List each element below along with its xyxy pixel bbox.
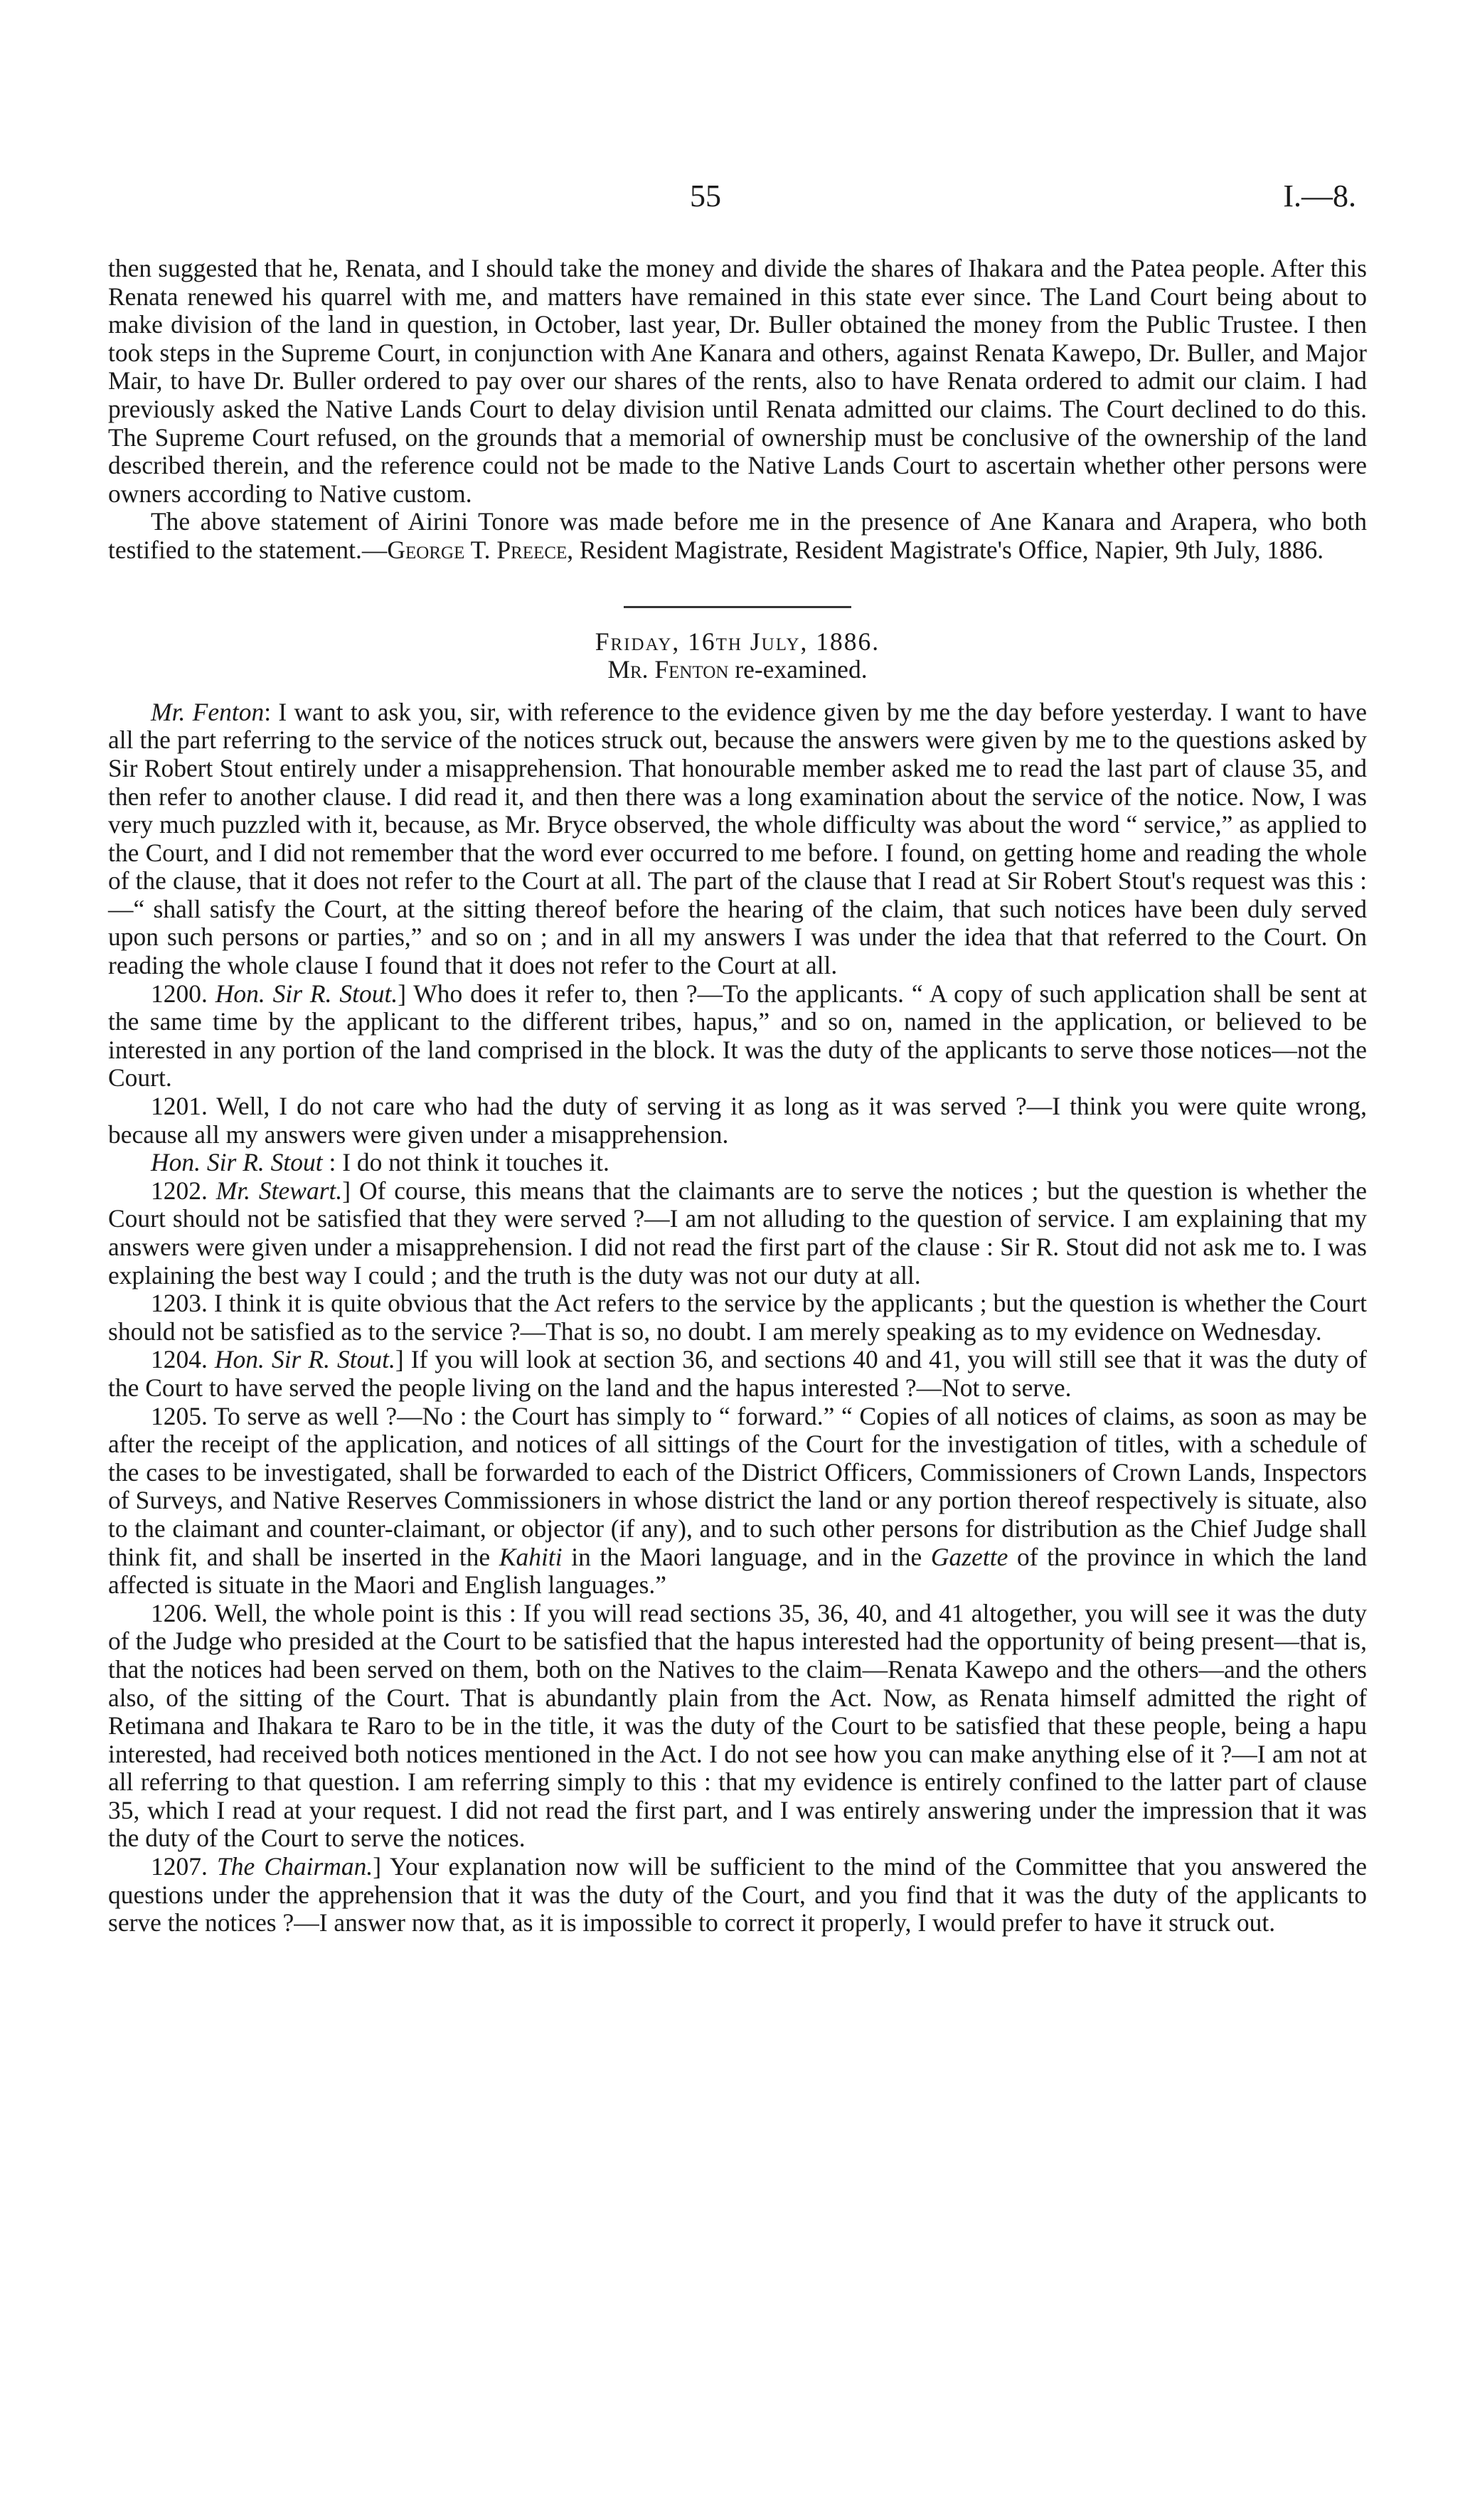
paragraph-text: Well, I do not care who had the duty of serving it as long as it was served ?—I think you were quite wrong, because all my answers were given under a misapprehension.: [108, 1092, 1367, 1149]
speaker-separator: ]: [398, 979, 414, 1008]
document-body: [108, 255, 1367, 1937]
interjection-paragraph: [108, 1149, 1367, 1177]
speaker-name: Mr. Stewart.: [215, 1176, 343, 1205]
speaker-name: Hon. Sir R. Stout.: [215, 979, 398, 1008]
question-1200: [108, 980, 1367, 1092]
speaker-name: Hon. Sir R. Stout: [151, 1148, 323, 1177]
section-gap: [108, 565, 1367, 606]
speaker-separator: ]: [395, 1345, 411, 1374]
paragraph-text: To serve as well ?—No : the Court has simply to “ forward.” “ Copies of all notices of claims, as soon as may be after the receipt of the application, and notices of all sittings of the Court for the investigation of titles, with a schedule of the cases to be investigated, shall be forwarded to each of the District Officers, Commissioners of Crown Lands, Inspectors of Surveys, and Native Reserves Commissioners in whose district the land or any portion thereof respectively is situate, also to the claimant and counter-claimant, or objector (if any), and to such other persons for distribution as the Chief Judge shall think fit, and shall be inserted in the: [108, 1401, 1367, 1571]
statement-signer: George T. Preece: [387, 535, 568, 564]
speaker-name: Hon. Sir R. Stout.: [214, 1345, 395, 1374]
page-header: [0, 178, 1470, 220]
question-number: 1200.: [151, 979, 215, 1008]
question-number: 1201.: [151, 1092, 217, 1121]
question-1205: [108, 1403, 1367, 1600]
paragraph-text: Your explanation now will be sufficient to the mind of the Committee that you answered the questions under the apprehension that it was the duty of the Court, and you find that it was the duty of the applicants to serve the notices ?—I answer now that, as it is impossible to correct it properly, I would prefer to have it struck out.: [108, 1852, 1367, 1937]
paragraph-text: I want to ask you, sir, with reference to the evidence given by me the day before yesterday. I want to have all the part referring to the service of the notices struck out, because the answers were given by me to the questions asked by Sir Robert Stout entirely under a misapprehension. That honourable member asked me to read the last part of clause 35, and then refer to another clause. I did read it, and then there was a long examination about the service of the notice. Now, I was very much puzzled with it, because, as Mr. Bryce observed, the whole difficulty was about the word “ service,” as applied to the Court, and I did not remember that the word ever occurred to me before. I found, on getting home and reading the whole of the clause, that it does not refer to the Court at all. The part of the clause that I read at Sir Robert Stout's request was this :—“ shall satisfy the Court, at the sitting thereof before the hearing of the claim, that such notices have been duly served upon such persons or parties,” and so on ; and in all my answers I was under the idea that that referred to the Court. On reading the whole clause I found that it does not refer to the Court at all.: [108, 697, 1367, 980]
statement-paragraph: [108, 508, 1367, 564]
question-number: 1203.: [151, 1289, 214, 1318]
statement-rest: , Resident Magistrate, Resident Magistrate's Office, Napier, 9th July, 1886.: [567, 535, 1324, 564]
question-1201: [108, 1092, 1367, 1149]
paragraph-text-end: of the province in which the land affected is situate in the Maori and English languages.”: [108, 1542, 1367, 1600]
question-number: 1206.: [151, 1598, 215, 1627]
gazette-italic: Gazette: [930, 1542, 1008, 1571]
page-number: 55: [690, 179, 721, 213]
speaker-separator: ]: [373, 1852, 390, 1881]
speaker-separator: ]: [342, 1176, 359, 1205]
speaker-name: The Chairman.: [217, 1852, 373, 1881]
question-1204: [108, 1346, 1367, 1402]
question-number: 1202.: [151, 1176, 216, 1205]
speaker-name: Mr. Fenton: [151, 697, 265, 726]
paragraph-text: Well, the whole point is this : If you will read sections 35, 36, 40, and 41 altogether, you will see it was the duty of the Judge who presided at the Court to be satisfied that the hapus interested had the opportunity of being present—that is, that the notices had been served on them, both on the Natives to the claim—Renata Kawepo and the others—and the others also, of the sitting of the Court. That is abundantly plain from the Act. Now, as Renata himself admitted the right of Retimana and Ihakara te Raro to be in the title, it was the duty of the Court to be satisfied that these people, being a hapu interested, had received both notices mentioned in the Act. I do not see how you can make anything else of it ?—I am not at all referring to that question. I am referring simply to this : that my evidence is entirely confined to the latter part of clause 35, which I read at your request. I did not read the first part, and I was entirely answering under the impression that it was the duty of the Court to serve the notices.: [108, 1598, 1367, 1853]
kahiti-italic: Kahiti: [499, 1542, 563, 1571]
question-number: 1204.: [151, 1345, 215, 1374]
paragraph-text: Who does it refer to, then ?—To the applicants. “ A copy of such application shall be sent at the same time by the applicant to the different tribes, hapus,” and so on, named in the application, or believed to be interested in any portion of the land comprised in the block. It was the duty of the applicants to serve those notices—not the Court.: [108, 979, 1368, 1092]
question-1202: [108, 1177, 1367, 1290]
speaker-separator: :: [322, 1148, 343, 1177]
question-1206: [108, 1600, 1367, 1853]
section-divider: [624, 606, 851, 608]
session-date: Friday, 16th July, 1886.: [595, 627, 880, 656]
witness-name: Mr. Fenton: [607, 655, 729, 684]
question-number: 1205.: [151, 1401, 214, 1430]
paragraph-text: Of course, this means that the claimants are to serve the notices ; but the question is whether the Court should not be satisfied that they were served ?—I am not alluding to the question of service. I am explaining that my answers were given under a misapprehension. I did not read the first part of the clause : Sir R. Stout did not ask me to. I was explaining the best way I could ; and the truth is the duty was not our duty at all.: [108, 1176, 1368, 1290]
document-reference-code: I.—8.: [1283, 179, 1356, 213]
witness-heading: [108, 656, 1367, 684]
statement-text: The above statement of Airini Tonore was made before me in the presence of Ane Kanara and Arapera, who both testified to the statement.—: [108, 507, 1367, 564]
speaker-separator: :: [264, 697, 279, 726]
question-1207: [108, 1853, 1367, 1937]
paragraph-text: I do not think it touches it.: [342, 1148, 609, 1177]
paragraph-text-continued: in the Maori language, and in the: [562, 1542, 931, 1571]
continuation-paragraph: then suggested that he, Renata, and I should take the money and divide the shares of Ihakara and the Patea people. After this Renata renewed his quarrel with me, and matters have remained in this state ever since. The Land Court being about to make division of the land in question, in October, last year, Dr. Buller obtained the money from the Public Trustee. I then took steps in the Supreme Court, in conjunction with Ane Kanara and others, against Renata Kawepo, Dr. Buller, and Major Mair, to have Dr. Buller ordered to pay over our shares of the rents, also to have Renata ordered to admit our claim. I had previously asked the Native Lands Court to delay division until Renata admitted our claims. The Court declined to do this. The Supreme Court refused, on the grounds that a memorial of ownership must be conclusive of the ownership of the land described therein, and the reference could not be made to the Native Lands Court to ascertain whether other persons were owners according to Native custom.: [108, 254, 1367, 508]
paragraph-text: I think it is quite obvious that the Act refers to the service by the applicants ; but the question is whether the Court should not be satisfied as to the service ?—That is so, no doubt. I am merely speaking as to my evidence on Wednesday.: [108, 1289, 1367, 1346]
witness-status: re-examined.: [728, 655, 868, 684]
paragraph-text: If you will look at section 36, and sections 40 and 41, you will still see that it was the duty of the Court to have served the people living on the land and the hapus interested ?—Not to serve.: [108, 1345, 1368, 1402]
evidence-paragraph: [108, 698, 1367, 980]
question-1203: [108, 1290, 1367, 1346]
question-number: 1207.: [151, 1852, 218, 1881]
